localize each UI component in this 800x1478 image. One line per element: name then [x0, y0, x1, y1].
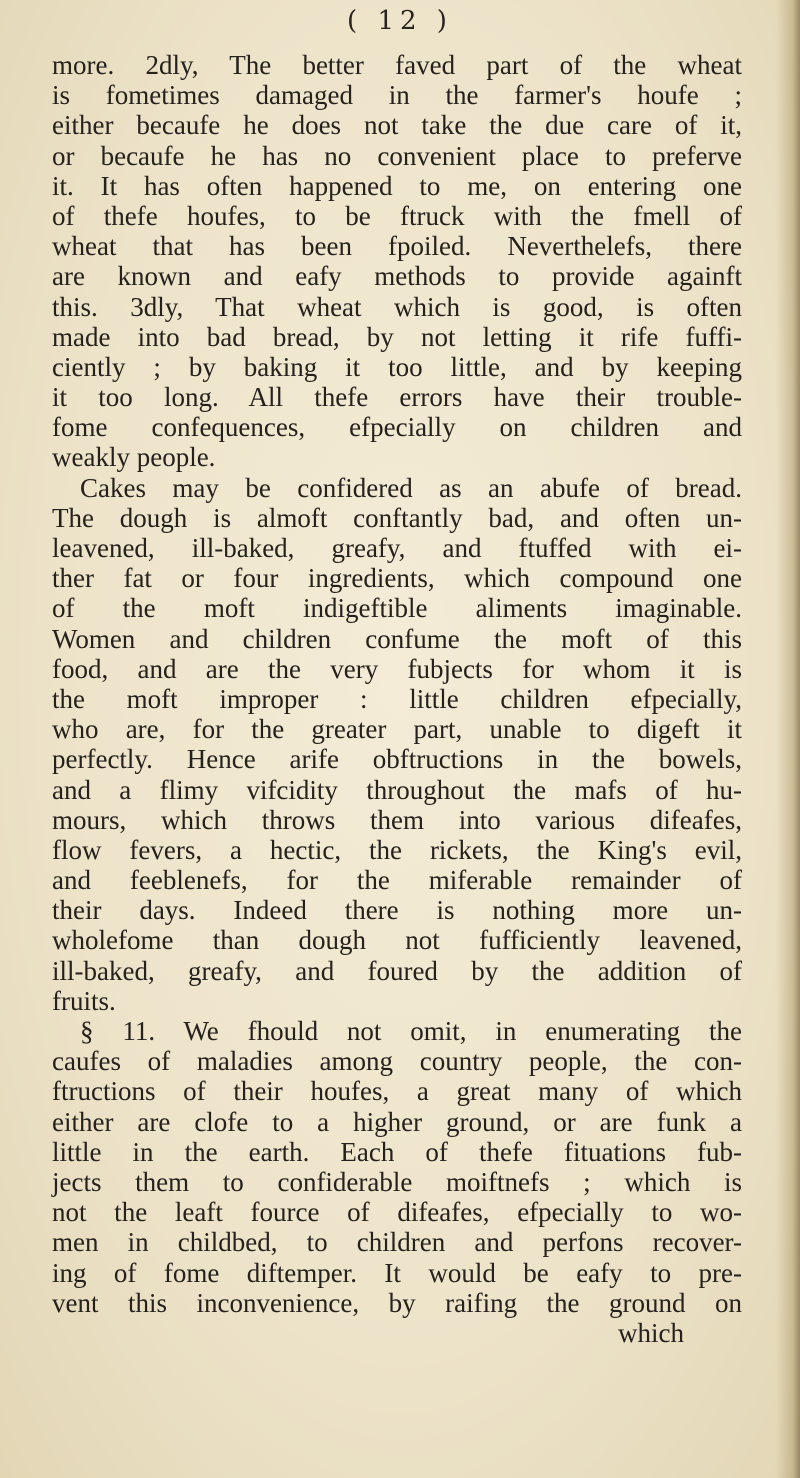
text-line: ftructions of their houfes, a great many of which: [52, 1076, 742, 1107]
text-line: The dough is almoft conftantly bad, and often un-: [52, 502, 742, 533]
catchword: which: [618, 1317, 684, 1348]
text-line: not the leaft fource of difeafes, efpecially to wo-: [52, 1197, 742, 1228]
text-line: jects them to confiderable moiftnefs ; which is: [52, 1166, 742, 1197]
text-line: and feeblenefs, for the miferable remainder of: [52, 865, 742, 896]
text-line: little in the earth. Each of thefe fituations fub-: [52, 1136, 742, 1167]
text-line: is fometimes damaged in the farmer's houfe ;: [52, 80, 742, 111]
text-line: ill-baked, greafy, and foured by the addition of: [52, 955, 742, 986]
text-line: wheat that has been fpoiled. Neverthelefs, there: [52, 231, 742, 262]
text-line: weakly people.: [52, 442, 216, 473]
paragraph-start-line: Cakes may be confidered as an abufe of bread.: [80, 472, 742, 503]
text-line: more. 2dly, The better faved part of the wheat: [52, 50, 742, 80]
text-line: flow fevers, a hectic, the rickets, the King's evil,: [52, 834, 742, 865]
text-line: ciently ; by baking it too little, and by keeping: [52, 351, 742, 382]
text-line: ther fat or four ingredients, which compound one: [52, 563, 742, 594]
text-line: who are, for the greater part, unable to digeft it: [52, 714, 742, 745]
text-line: caufes of maladies among country people, the con-: [52, 1046, 742, 1077]
text-line: either becaufe he does not take the due care of it,: [52, 110, 742, 141]
text-line: of thefe houfes, to be ftruck with the fmell of: [52, 200, 742, 231]
text-line: fome confequences, efpecially on children and: [52, 412, 742, 443]
text-line: and a flimy vifcidity throughout the mafs of hu-: [52, 774, 742, 805]
page-edge-shadow: [776, 0, 800, 1478]
text-line: either are clofe to a higher ground, or are funk a: [52, 1106, 742, 1137]
text-line: it. It has often happened to me, on entering one: [52, 170, 742, 201]
text-line: made into bad bread, by not letting it rife fuffi-: [52, 321, 742, 352]
text-line: fruits.: [52, 985, 116, 1016]
text-line: the moft improper : little children efpecially,: [52, 683, 742, 714]
text-line: their days. Indeed there is nothing more un-: [52, 895, 742, 926]
text-line: are known and eafy methods to provide againft: [52, 261, 742, 292]
text-line: Women and children confume the moft of this: [52, 623, 742, 654]
text-line: leavened, ill-baked, greafy, and ftuffed with ei-: [52, 533, 742, 563]
text-line: vent this inconvenience, by raifing the ground on: [52, 1287, 742, 1318]
text-line: it too long. All thefe errors have their trouble-: [52, 382, 742, 413]
text-line: men in childbed, to children and perfons recover-: [52, 1227, 742, 1258]
text-line: this. 3dly, That wheat which is good, is often: [52, 291, 742, 322]
text-line: or becaufe he has no convenient place to preferve: [52, 140, 742, 171]
section-start-line: § 11. We fhould not omit, in enumerating the: [80, 1016, 742, 1046]
page-number: ( 12 ): [347, 6, 453, 36]
body-text: [52, 50, 742, 1348]
text-line: wholefome than dough not fufficiently leavened,: [52, 925, 742, 956]
text-line: ing of fome diftemper. It would be eafy to pre-: [52, 1257, 742, 1288]
text-line: food, and are the very fubjects for whom it is: [52, 653, 742, 684]
text-line: perfectly. Hence arife obftructions in the bowels,: [52, 744, 742, 775]
text-line: mours, which throws them into various difeafes,: [52, 804, 742, 835]
text-line: of the moft indigeftible aliments imaginable.: [52, 593, 742, 624]
